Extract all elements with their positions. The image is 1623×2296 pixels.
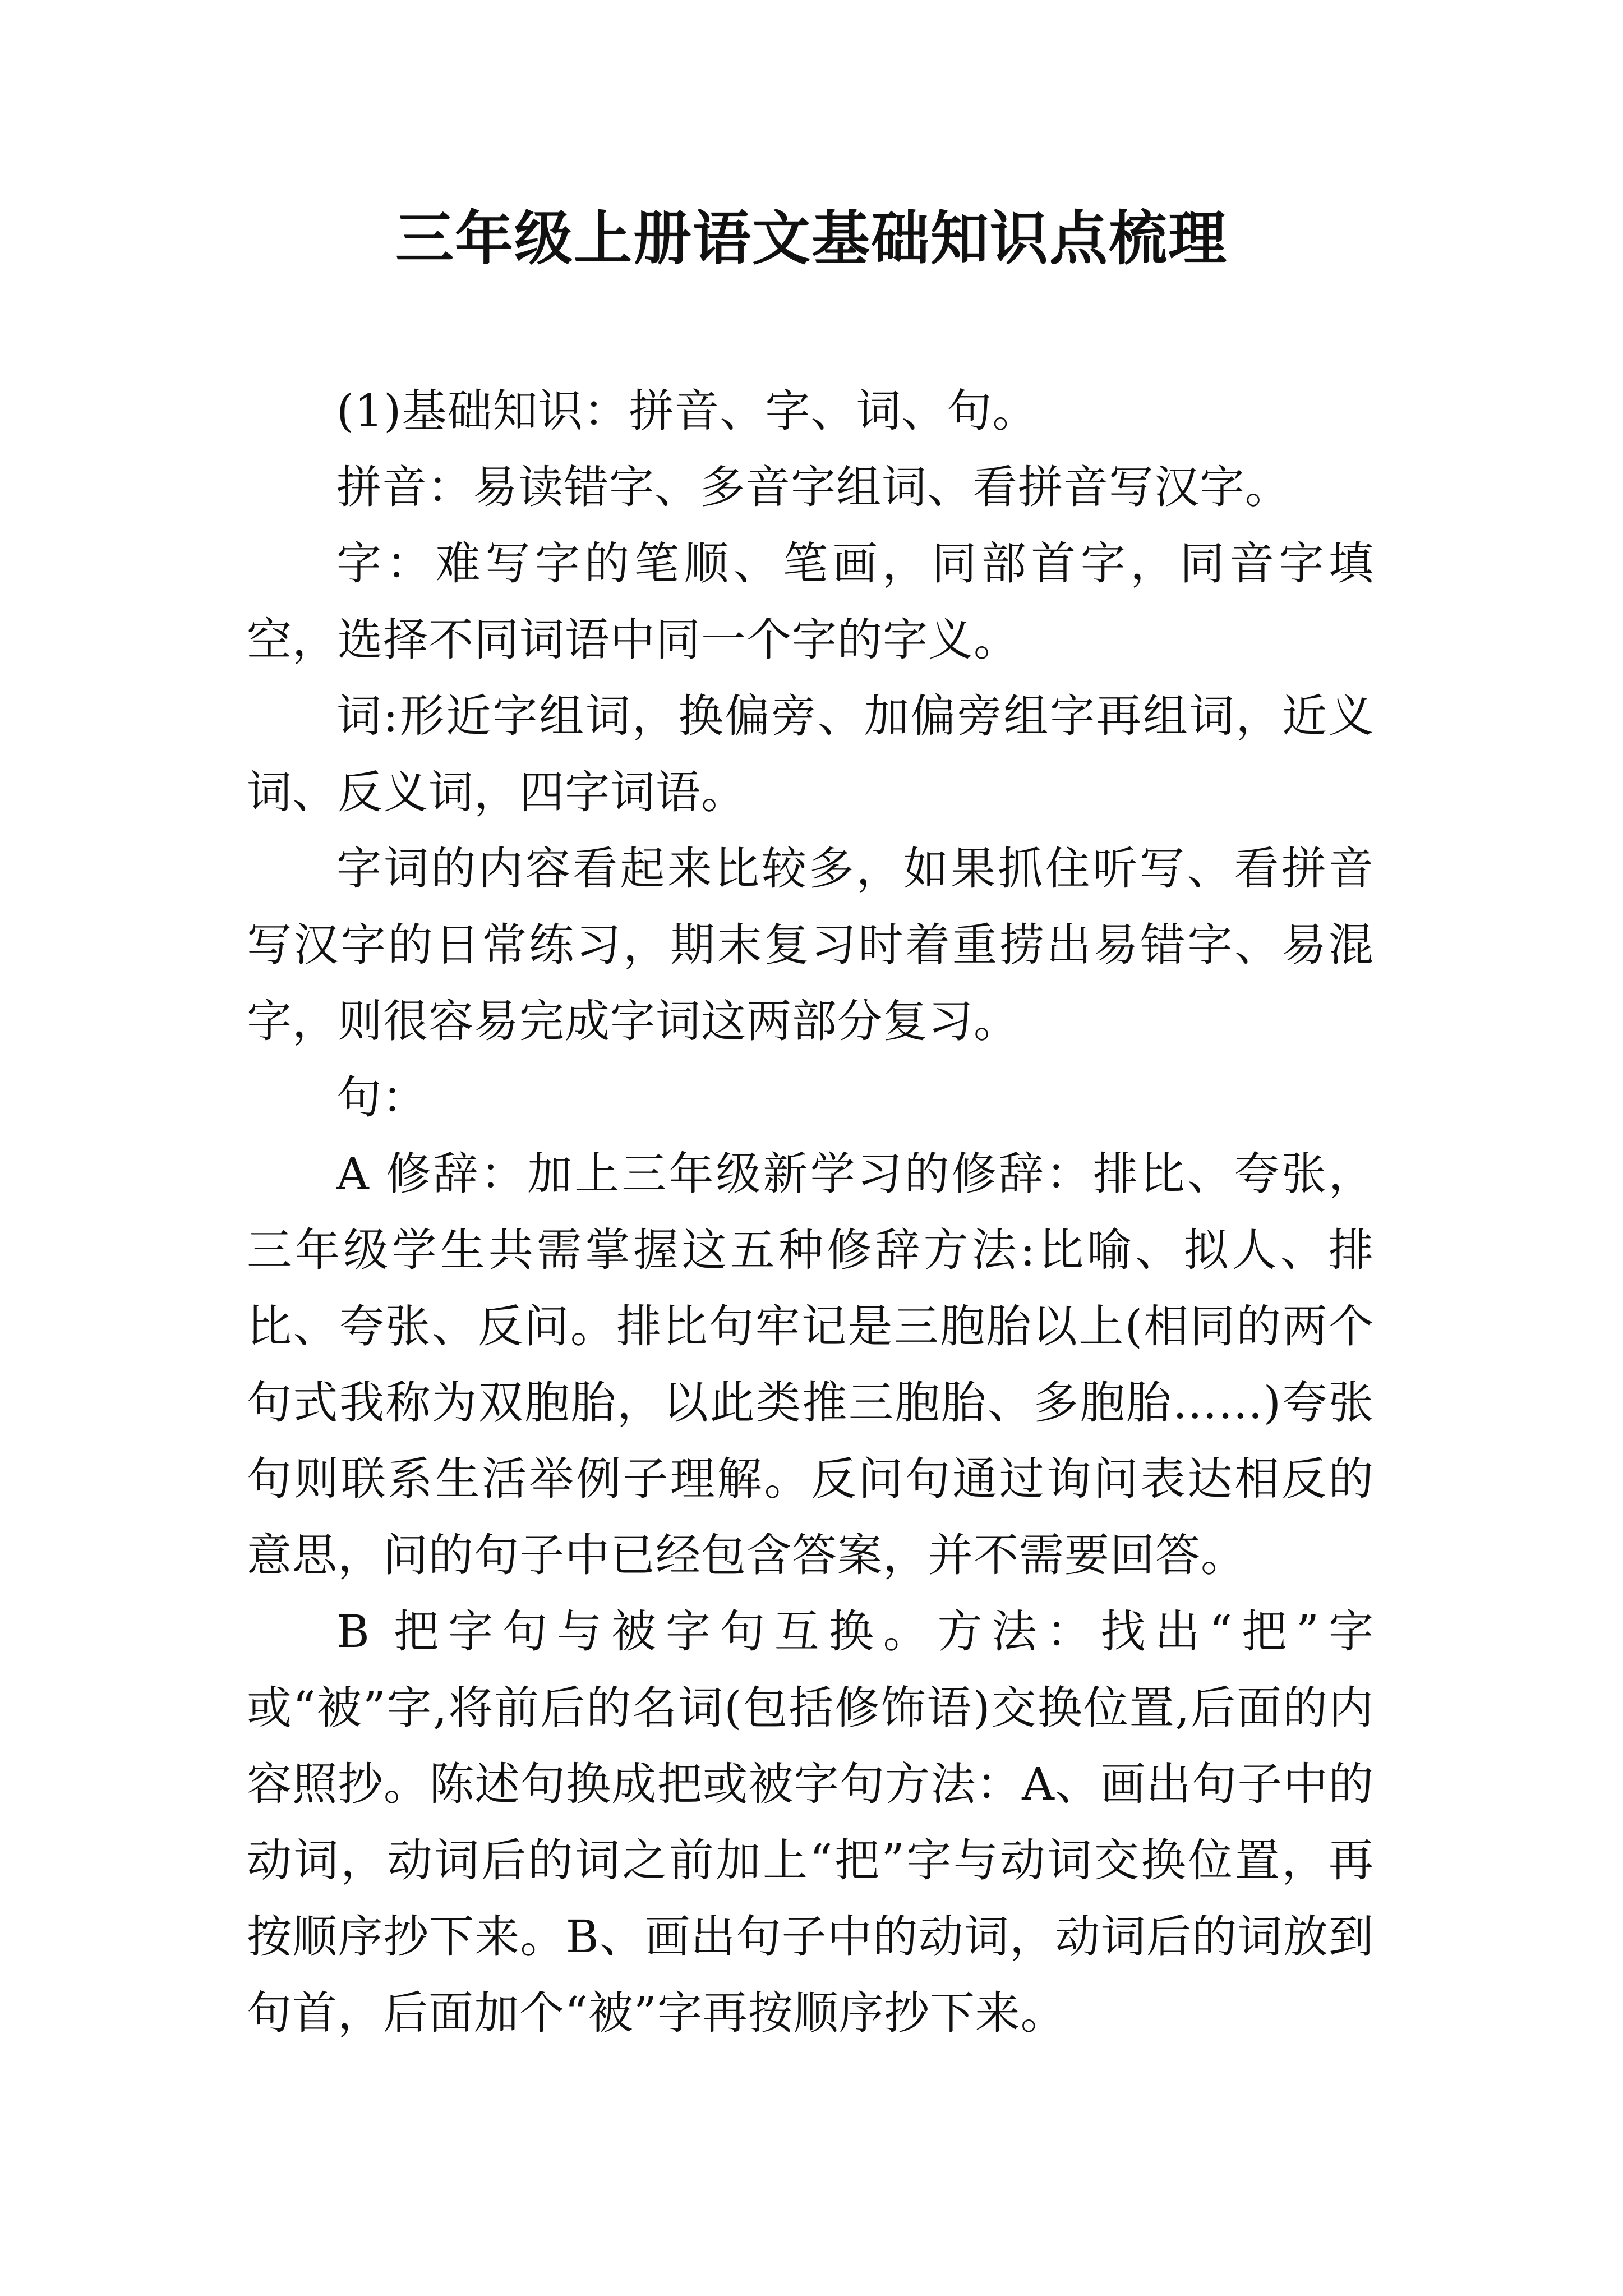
paragraph-rhetoric: A 修辞：加上三年级新学习的修辞：排比、夸张，三年级学生共需掌握这五种修辞方法:比喻、拟人、排比、夸张、反问。排比句牢记是三胞胎以上(相同的两个句式我称为双胞胎，以此类推三胞胎、多胞胎……)夸张句则联系生活举例子理解。反问句通过询问表达相反的意思，问的句子中已经包含答案，并不需要回答。 [247, 1148, 1374, 1581]
document-body [247, 373, 1374, 2051]
paragraph-sentences-heading: 句： [336, 1071, 427, 1124]
paragraph-characters: 字：难写字的笔顺、笔画，同部首字，同音字填空，选择不同词语中同一个字的字义。 [247, 537, 1374, 666]
paragraph-pinyin: 拼音：易读错字、多音字组词、看拼音写汉字。 [336, 461, 1290, 513]
document-title: 三年级上册语文基础知识点梳理 [395, 204, 1228, 273]
paragraph-ba-bei-sentences: B 把字句与被字句互换。方法：找出“把”字或“被”字,将前后的名词(包括修饰语)交换位置,后面的内容照抄。陈述句换成把或被字句方法：A、画出句子中的动词，动词后的词之前加上“把”字与动词交换位置，再按顺序抄下来。B、画出句子中的动词，动词后的词放到句首，后面加个“被”字再按顺序抄下来。 [247, 1605, 1374, 2039]
paragraph-basic-knowledge: (1)基础知识：拼音、字、词、句。 [336, 385, 1038, 437]
paragraph-review-tips: 字词的内容看起来比较多，如果抓住听写、看拼音写汉字的日常练习，期末复习时着重捞出易错字、易混字，则很容易完成字词这两部分复习。 [247, 843, 1374, 1047]
paragraph-words: 词:形近字组词，换偏旁、加偏旁组字再组词，近义词、反义词，四字词语。 [247, 690, 1374, 818]
